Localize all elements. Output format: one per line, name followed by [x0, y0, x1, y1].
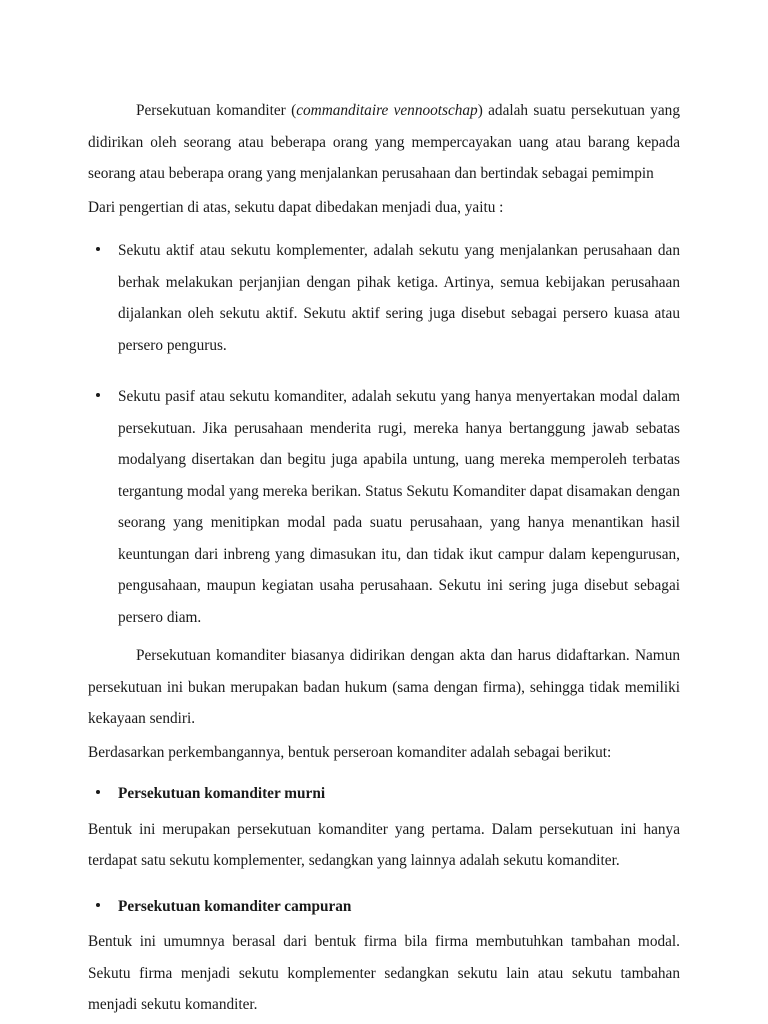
forms-lead-in-paragraph: Berdasarkan perkembangannya, bentuk perseroan komanditer adalah sebagai berikut:: [88, 743, 612, 761]
bullet-icon: [96, 235, 106, 267]
bullet-icon: [96, 778, 106, 810]
form-body-text: Bentuk ini merupakan persekutuan komanditer yang pertama. Dalam persekutuan ini hanya terdapat satu sekutu komplementer, sedangkan yang lainnya adalah sekutu komanditer.: [88, 820, 680, 869]
form-section-murni: [88, 778, 680, 877]
form-section-campuran: [88, 891, 680, 1021]
latin-term: commanditaire vennootschap: [296, 102, 478, 119]
form-heading: [88, 778, 680, 810]
partner-type-text: Sekutu pasif atau sekutu komanditer, adalah sekutu yang hanya menyertakan modal dalam persekutuan. Jika perusahaan menderita rugi, mereka hanya bertanggung jawab sebatas modalyang disertakan dan begitu juga apabila untung, uang mereka memperoleh terbatas tergantung modal yang mereka berikan. Status Sekutu Komanditer dapat disamakan dengan seorang yang menitipkan modal pada suatu perusahaan, yang hanya menantikan hasil keuntungan dari inbreng yang dimasukan itu, dan tidak ikut campur dalam kepengurusan, pengusahaan, maupun kegiatan usaha perusahaan. Sekutu ini sering juga disebut sebagai persero diam.: [118, 388, 680, 626]
form-heading-label: Persekutuan komanditer campuran: [118, 897, 352, 915]
legal-status-paragraph: Persekutuan komanditer biasanya didirikan dengan akta dan harus didaftarkan. Namun persekutuan ini bukan merupakan badan hukum (sama dengan firma), sehingga tidak memiliki kekayaan sendiri.: [88, 647, 680, 727]
form-heading: [88, 891, 680, 923]
intro-paragraph: [88, 95, 680, 190]
form-body-text: Bentuk ini umumnya berasal dari bentuk firma bila firma membutuhkan tambahan modal. Sekutu firma menjadi sekutu komplementer sedangkan sekutu lain atau sekutu tambahan menjadi sekutu komanditer.: [88, 933, 680, 1013]
list-item: [88, 235, 680, 361]
document-body: [88, 95, 680, 1021]
partner-type-text: Sekutu aktif atau sekutu komplementer, adalah sekutu yang menjalankan perusahaan dan berhak melakukan perjanjian dengan pihak ketiga. Artinya, semua kebijakan perusahaan dijalankan oleh sekutu aktif. Sekutu aktif sering juga disebut sebagai persero kuasa atau persero pengurus.: [118, 242, 680, 354]
intro-lead-text: Persekutuan komanditer (: [136, 102, 297, 119]
partner-types-list: [88, 235, 680, 633]
lead-in-paragraph: Dari pengertian di atas, sekutu dapat dibedakan menjadi dua, yaitu :: [88, 198, 504, 216]
form-heading-label: Persekutuan komanditer murni: [118, 785, 326, 802]
intro-rest-text: ) adalah suatu persekutuan yang didirikan oleh seorang atau beberapa orang yang mempercayakan uang atau barang kepada seorang atau beberapa orang yang menjalankan perusahaan dan bertindak sebagai pemimpin: [88, 102, 680, 182]
bullet-icon: [96, 891, 106, 923]
list-item: [88, 381, 680, 633]
bullet-icon: [96, 381, 106, 413]
